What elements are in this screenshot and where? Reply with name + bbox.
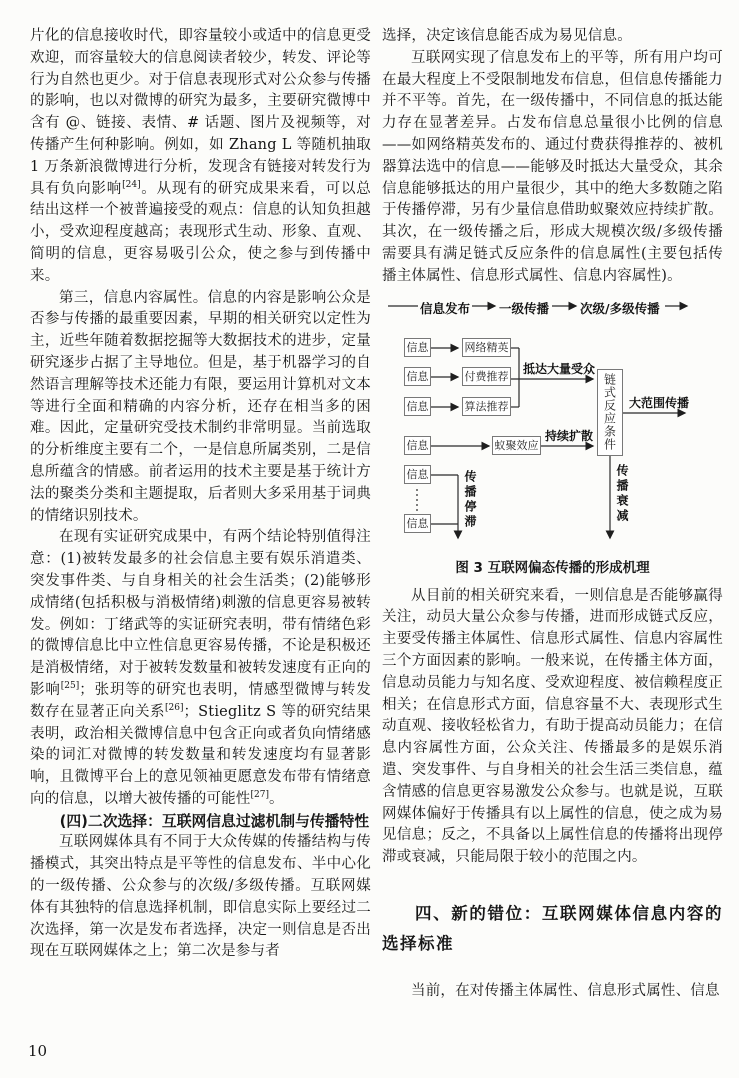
paragraph <box>30 288 371 528</box>
paragraph-continuation <box>30 26 371 288</box>
paragraph <box>382 981 723 1003</box>
flow-stage-primary: 一级传播 <box>499 300 550 316</box>
label-wide-spread: 大范围传播 <box>629 395 690 410</box>
figure-3 <box>382 298 723 576</box>
info-box-1: 信息 <box>404 338 431 357</box>
paragraph <box>382 48 723 288</box>
paragraph-continuation <box>382 26 723 48</box>
subsection-heading: (四)二次选择：互联网信息过滤机制与传播特性 <box>59 812 370 830</box>
paragraph-text: 选择，决定该信息能否成为易见信息。 <box>382 28 632 44</box>
label-continuous-spread: 持续扩散 <box>545 428 594 443</box>
info-box-2: 信息 <box>404 367 431 386</box>
paragraph <box>30 832 371 963</box>
figure-caption: 图 3 互联网偏态传播的形成机理 <box>455 559 650 576</box>
paragraph-text: ；张玥等的研究也表明，情感型微博与转发数存在显著正向关系 <box>30 681 371 720</box>
paragraph-text: 从目前的相关研究来看，一则信息是否能够赢得关注，动员大量公众参与传播，进而形成链式反应，主要受传播主体属性、信息形式属性、信息内容属性三个方面因素的影响。一般来说，在传播主体方面，信息动员能力与知名度、受欢迎程度、被信赖程度正相关；在信息形式方面，信息容量不大、表现形式生动直观、接收轻松省力，有助于提高动员能力；在信息内容属性方面，公众关注、传播最多的是娱乐消遣、突发事件、与自身相关的社会生活三类信息，蕴含情感的信息更容易激发公众参与。也就是说，互联网媒体偏好于传播具有以上属性的信息，使之成为易见信息；反之，不具备以上属性信息的传播将出现停滞或衰减，只能局限于较小的范围之内。 <box>382 587 723 866</box>
paragraph-text: 。 <box>268 790 284 807</box>
page-number: 10 <box>28 1042 48 1060</box>
left-column <box>30 26 371 963</box>
citation-ref-25: [25] <box>60 681 80 692</box>
paragraph <box>382 586 723 869</box>
paragraph-text: 第三，信息内容属性。信息的内容是影响公众是否参与传播的最重要因素，早期的相关研究以定性为主，近些年随着数据挖掘等大数据技术的进步，定量研究逐步占据了主导地位。但是，基于机器学习的自然语言理解等技术还能力有限，要运用计算机对文本等进行全面和精确的内容分析，还存在相当多的困难。因此，定量研究受技术制约非常明显。当前选取的分析维度主要有二个，一是信息所属类别，二是信息所蕴含的情感。前者运用的技术主要是基于统计方法的聚类分类和主题提取，后者则大多采用基于词典的情绪识别技术。 <box>30 289 371 524</box>
paragraph <box>30 527 371 810</box>
right-column <box>382 26 723 1003</box>
figure-3-diagram <box>382 298 723 550</box>
label-spread-decay: 传播衰减 <box>615 463 629 524</box>
paragraph-text: ；Stieglitz S 等的研究结果表明，政治相关微博信息中包含正向或者负向情绪感染的词汇对微博的转发数量和转发速度均有显著影响，且微博平台上的意见领袖更愿意发布带有情绪意向的信息，以增大被传播的可能性 <box>30 703 371 807</box>
info-box-4: 信息 <box>404 436 431 455</box>
node-network-elite: 网络精英 <box>462 338 511 357</box>
citation-ref-24: [24] <box>122 179 141 190</box>
flow-stage-publish: 信息发布 <box>420 300 471 316</box>
node-paid-recommend: 付费推荐 <box>462 367 511 386</box>
label-reach-mass-audience: 抵达大量受众 <box>523 361 596 376</box>
section-heading: 四、新的错位：互联网媒体信息内容的选择标准 <box>382 903 723 953</box>
info-box-6: 信息 <box>404 514 431 533</box>
node-chain-reaction-condition <box>597 369 623 456</box>
info-box-5: 信息 <box>404 465 431 484</box>
label-spread-stagnation: 传播停滞 <box>463 469 477 530</box>
citation-ref-26: [26] <box>164 702 184 713</box>
figure-connectors-arrows <box>382 298 723 550</box>
citation-ref-27: [27] <box>250 790 269 801</box>
info-box-3: 信息 <box>404 397 431 416</box>
node-algorithm-recommend: 算法推荐 <box>462 397 511 416</box>
node-ant-aggregation: 蚁聚效应 <box>492 436 541 455</box>
paragraph-text: 互联网实现了信息发布上的平等，所有用户均可在最大程度上不受限制地发布信息，但信息传播能力并不平等。首先，在一级传播中，不同信息的抵达能力存在显著差异。占发布信息总量很小比例的信息——如网络精英发布的、通过付费获得推荐的、被机器算法选中的信息——能够及时抵达大量受众，其余信息能够抵达的用户量很少，其中的绝大多数随之陷于传播停滞，另有少量信息借助蚁聚效应持续扩散。其次，在一级传播之后，形成大规模次级/多级传播需要具有满足链式反应条件的信息属性(主要包括传播主体属性、信息形式属性、信息内容属性)。 <box>382 49 723 284</box>
paragraph-text: 当前，在对传播主体属性、信息形式属性、信息 <box>411 982 720 999</box>
paragraph-text: 互联网媒体具有不同于大众传媒的传播结构与传播模式，其突出特点是平等性的信息发布、半中心化的一级传播、公众参与的次级/多级传播。互联网媒体有其独特的信息选择机制，即信息实际上要经过二次选择，第一次是发布者选择，决定一则信息是否出现在互联网媒体之上；第二次是参与者 <box>30 834 371 960</box>
paragraph-text: 在现有实证研究成果中，有两个结论特别值得注意：(1)被转发最多的社会信息主要有娱乐消遣类、突发事件类、与自身相关的社会生活类；(2)能够形成情绪(包括积极与消极情绪)刺激的信息更容易被转发。例如：丁绪武等的实证研究表明，带有情绪色彩的微博信息比中立性信息更容易传播，不论是积极还是消极情绪，对于被转发数量和被转发速度有正向的影响 <box>30 529 371 698</box>
flow-stage-secondary: 次级/多级传播 <box>580 300 660 316</box>
paragraph-text: 片化的信息接收时代，即容量较小或适中的信息更受欢迎，而容量较大的信息阅读者较少，转发、评论等行为自然也更少。对于信息表现形式对公众参与传播的影响，也以对微博的研究为最多，主要研究微博中含有 @、链接、表情、# 话题、图片及视频等，对传播产生何种影响。例如，如 Zhang L 等随机抽取 1 万条新浪微博进行分析，发现含有链接对转发行为具有负向影响 <box>30 28 371 197</box>
paragraph-text: 。从现有的研究成果来看，可以总结出这样一个被普遍接受的观点：信息的认知负担越小，受欢迎程度越高；表现形式生动、形象、直观、简明的信息，更容易吸引公众，使之参与到传播中来。 <box>30 180 372 284</box>
chain-reaction-text: 链式反应条件 <box>602 373 617 452</box>
